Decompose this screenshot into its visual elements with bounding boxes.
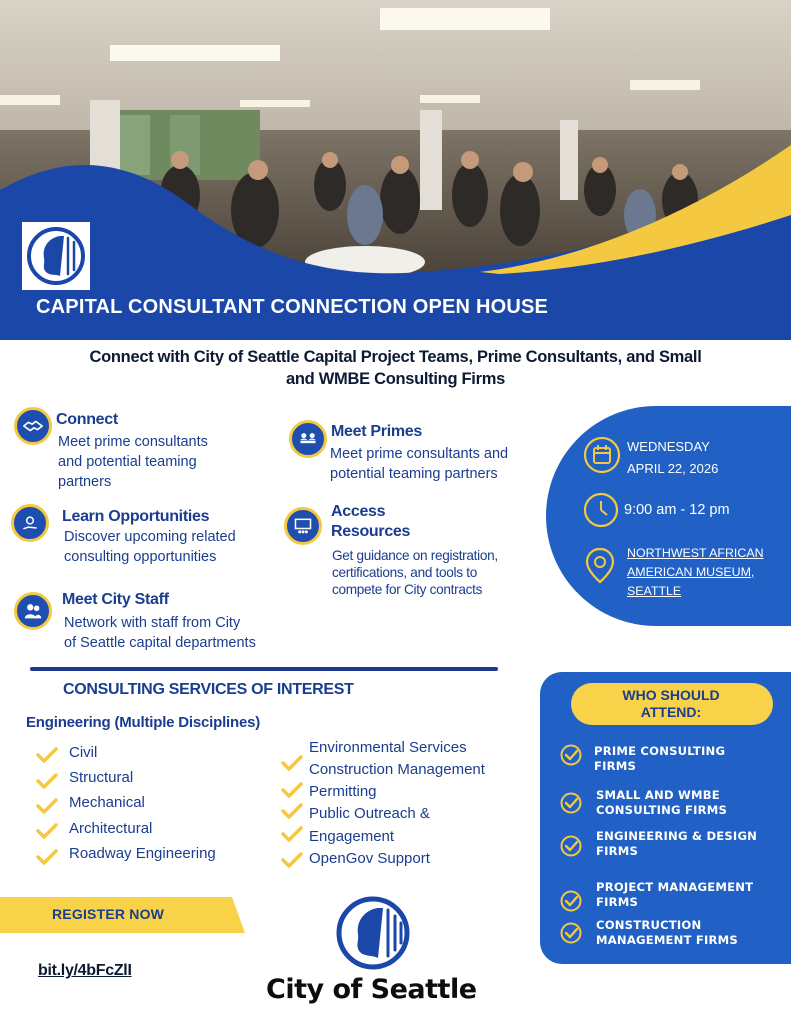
event-time: 9:00 am - 12 pm xyxy=(624,502,730,518)
presentation-icon xyxy=(284,507,322,545)
circle-check-icon xyxy=(560,744,582,766)
feature-connect-desc xyxy=(58,432,234,492)
service-item: Civil xyxy=(69,744,98,761)
section-divider xyxy=(30,667,498,671)
checkmark-icon xyxy=(36,797,58,815)
checkmark-icon xyxy=(36,746,58,764)
seattle-seal-logo xyxy=(22,222,90,290)
location-line: SEATTLE xyxy=(627,584,682,598)
service-item: Engagement xyxy=(309,828,395,845)
who-item xyxy=(596,829,757,859)
circle-check-icon xyxy=(560,792,582,814)
desc-line: certifications, and tools to xyxy=(332,565,477,580)
meeting-icon xyxy=(289,420,327,458)
title-line: Resources xyxy=(331,523,411,540)
desc-line: of Seattle capital departments xyxy=(64,635,256,651)
subtitle-line-1: Connect with City of Seattle Capital Project Teams, Prime Consultants, and Small xyxy=(89,348,702,366)
feature-staff-title: Meet City Staff xyxy=(62,591,169,608)
desc-line: Meet prime consultants xyxy=(58,434,208,450)
service-item: Roadway Engineering xyxy=(69,845,216,862)
service-item: Architectural xyxy=(69,820,153,837)
desc-line: Network with staff from City xyxy=(64,615,241,631)
desc-line: compete for City contracts xyxy=(332,582,483,597)
event-subtitle xyxy=(20,346,771,390)
handshake-icon xyxy=(14,407,52,445)
feature-learn-desc xyxy=(64,527,274,567)
who-item-line: SMALL AND WMBE xyxy=(596,788,720,802)
chief-seattle-seal-icon xyxy=(26,226,86,286)
feature-primes-title: Meet Primes xyxy=(331,423,422,440)
desc-line: Meet prime consultants and xyxy=(330,446,509,462)
who-item xyxy=(596,788,727,818)
who-item-line: FIRMS xyxy=(596,895,639,909)
location-pin-icon xyxy=(583,546,617,586)
who-item xyxy=(594,744,725,774)
event-date xyxy=(627,436,718,480)
event-location-link[interactable] xyxy=(627,544,764,601)
desc-line: Get guidance on registration, xyxy=(332,548,498,563)
who-item xyxy=(596,918,738,948)
desc-line: potential teaming partners xyxy=(330,466,498,482)
who-item-line: FIRMS xyxy=(594,759,637,773)
checkmark-icon xyxy=(36,848,58,866)
who-title-line: WHO SHOULD xyxy=(622,687,720,703)
event-title: CAPITAL CONSULTANT CONNECTION OPEN HOUSE xyxy=(36,296,549,318)
checkmark-icon xyxy=(281,802,303,820)
who-item-line: CONSULTING FIRMS xyxy=(596,803,728,817)
hero-blue-swoosh xyxy=(0,0,791,340)
desc-line: and potential teaming xyxy=(58,454,197,470)
location-line: NORTHWEST AFRICAN xyxy=(627,546,764,560)
circle-check-icon xyxy=(560,922,582,944)
registration-link[interactable]: bit.ly/4bFcZlI xyxy=(38,962,132,979)
register-now-button[interactable]: REGISTER NOW xyxy=(52,906,165,922)
checkmark-icon xyxy=(281,851,303,869)
clock-icon xyxy=(583,492,619,528)
desc-line: Discover upcoming related xyxy=(64,529,236,545)
hero-section xyxy=(0,0,791,340)
feature-resources-desc xyxy=(332,547,528,598)
checkmark-icon xyxy=(281,754,303,772)
service-item: Structural xyxy=(69,769,134,786)
service-item: Public Outreach & xyxy=(309,805,430,822)
who-item-line: PROJECT MANAGEMENT xyxy=(596,880,754,894)
location-line: AMERICAN MUSEUM, xyxy=(627,565,755,579)
who-item-line: ENGINEERING & DESIGN xyxy=(596,829,758,843)
who-item-line: CONSTRUCTION xyxy=(596,918,702,932)
feature-primes-desc xyxy=(330,444,540,484)
engineering-title: Engineering (Multiple Disciplines) xyxy=(26,714,261,731)
subtitle-line-2: and WMBE Consulting Firms xyxy=(286,370,505,388)
city-of-seattle-wordmark: City of Seattle xyxy=(266,974,477,1005)
desc-line: partners xyxy=(58,474,112,490)
service-item: Permitting xyxy=(309,783,377,800)
title-line: Access xyxy=(331,503,386,520)
desc-line: consulting opportunities xyxy=(64,549,217,565)
people-icon xyxy=(14,592,52,630)
feature-connect-title: Connect xyxy=(56,411,118,428)
service-item: Construction Management xyxy=(309,761,485,778)
who-item-line: FIRMS xyxy=(596,844,639,858)
circle-check-icon xyxy=(560,835,582,857)
service-item: OpenGov Support xyxy=(309,850,430,867)
circle-check-icon xyxy=(560,890,582,912)
event-day: WEDNESDAY xyxy=(627,439,710,454)
checkmark-icon xyxy=(36,772,58,790)
who-item-line: MANAGEMENT FIRMS xyxy=(596,933,738,947)
feature-staff-desc xyxy=(64,613,284,653)
event-date-text: APRIL 22, 2026 xyxy=(627,461,719,476)
who-item xyxy=(596,880,753,910)
who-title-line: ATTEND: xyxy=(640,704,702,720)
checkmark-icon xyxy=(281,781,303,799)
who-item-line: PRIME CONSULTING xyxy=(594,744,726,758)
services-title: CONSULTING SERVICES OF INTEREST xyxy=(63,681,354,698)
lightbulb-hand-icon xyxy=(11,504,49,542)
checkmark-icon xyxy=(36,822,58,840)
calendar-icon xyxy=(583,436,621,474)
city-seal-icon xyxy=(336,896,410,970)
feature-resources-title xyxy=(331,502,410,542)
checkmark-icon xyxy=(281,825,303,843)
feature-learn-title: Learn Opportunities xyxy=(62,508,210,525)
who-title xyxy=(571,687,771,721)
service-item: Environmental Services xyxy=(309,739,467,756)
service-item: Mechanical xyxy=(69,794,145,811)
